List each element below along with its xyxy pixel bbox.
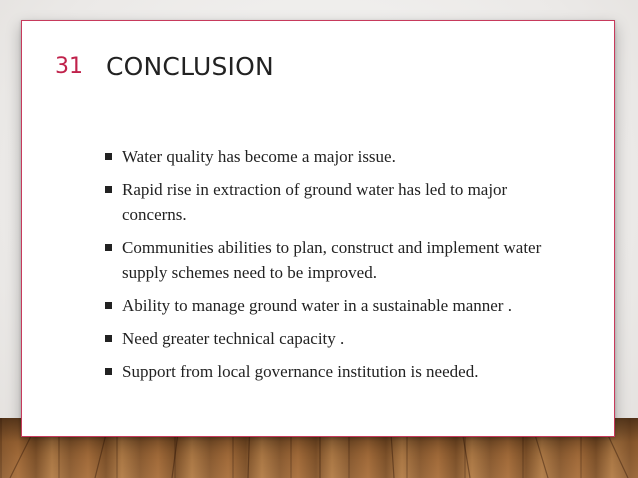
bullet-text: Need greater technical capacity . [122, 329, 345, 348]
slide-number: 31 [55, 54, 83, 79]
bullet-text: Water quality has become a major issue. [122, 147, 396, 166]
square-bullet-icon [105, 368, 112, 375]
bullet-text: Communities abilities to plan, construct and implement water supply schemes need to be improved. [122, 238, 542, 282]
bullet-list [105, 144, 545, 392]
square-bullet-icon [105, 186, 112, 193]
bullet-item [105, 359, 545, 384]
bullet-item [105, 144, 545, 169]
bullet-item [105, 177, 545, 227]
bullet-text: Rapid rise in extraction of ground water has led to major concerns. [122, 180, 508, 224]
slide-title: CONCLUSION [106, 52, 274, 81]
square-bullet-icon [105, 244, 112, 251]
bullet-text: Support from local governance institution is needed. [122, 362, 479, 381]
bullet-item [105, 235, 545, 285]
square-bullet-icon [105, 302, 112, 309]
square-bullet-icon [105, 335, 112, 342]
bullet-item [105, 326, 545, 351]
square-bullet-icon [105, 153, 112, 160]
bullet-item [105, 293, 545, 318]
bullet-text: Ability to manage ground water in a sustainable manner . [122, 296, 512, 315]
